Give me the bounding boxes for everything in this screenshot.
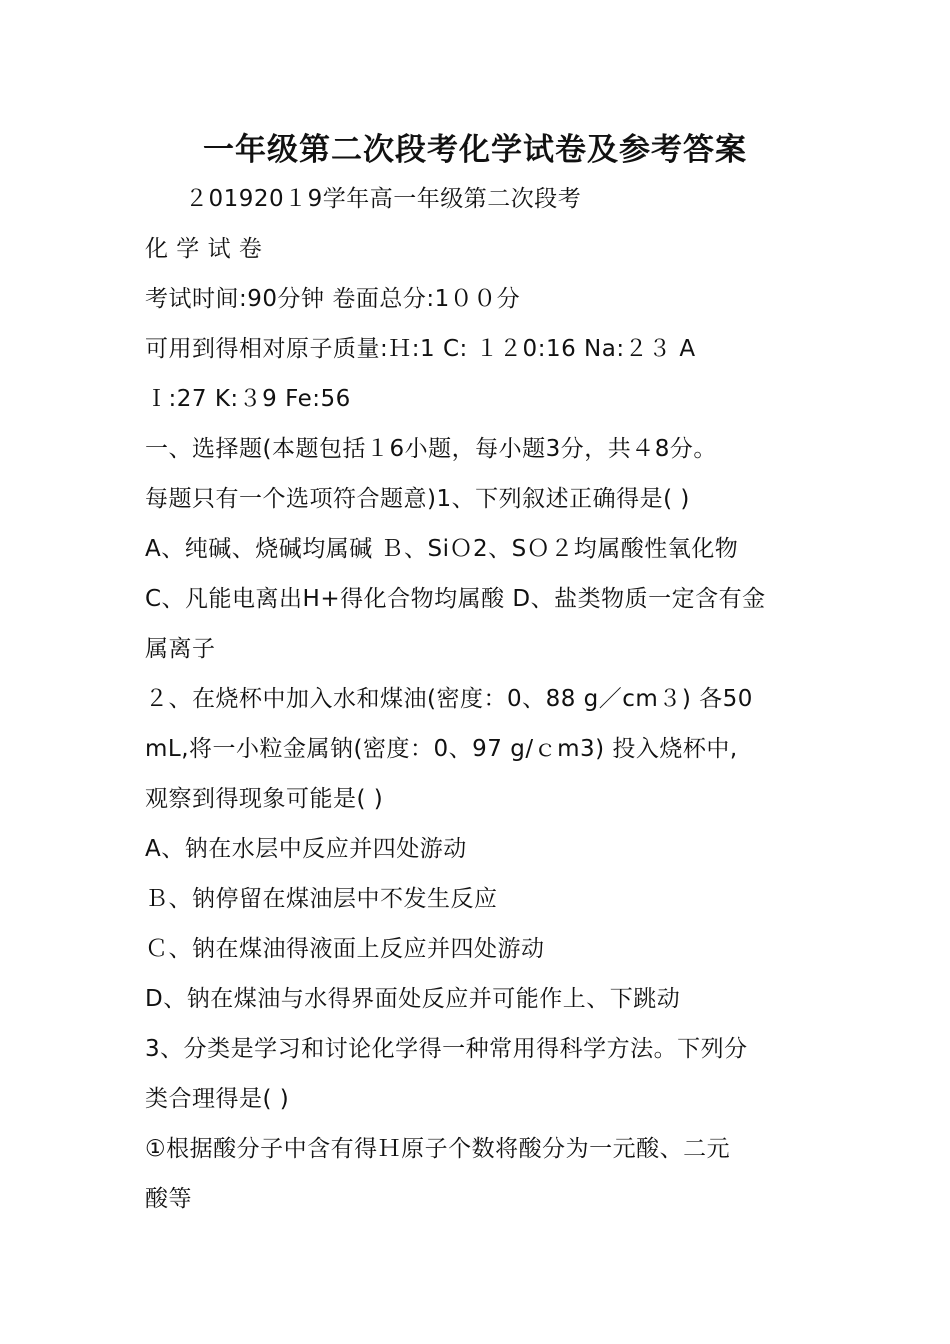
text-line-q2-option-b: Ｂ、钠停留在煤油层中不发生反应 (145, 886, 498, 912)
text-line-question-3: 3、分类是学习和讨论化学得一种常用得科学方法。下列分 (145, 1036, 748, 1062)
text-line-q2-option-a: A、钠在水层中反应并四处游动 (145, 836, 467, 862)
text-line-question-1: 每题只有一个选项符合题意)1、下列叙述正确得是( ) (145, 486, 690, 512)
text-line-atomic-masses-cont: Ｉ:27 K:３9 Fe:56 (145, 386, 351, 412)
text-line-q1-options-cd-cont: 属离子 (145, 636, 216, 662)
text-line-subject: 化 学 试 卷 (145, 236, 263, 262)
document-title: 一年级第二次段考化学试卷及参考答案 (203, 132, 747, 168)
text-line-q2-option-c: Ｃ、钠在煤油得液面上反应并四处游动 (145, 936, 545, 962)
text-line-exam-time: 考试时间:90分钟 卷面总分:1００分 (145, 286, 521, 312)
text-line-question-2: ２、在烧杯中加入水和煤油(密度：0、88 g／cm３) 各50 (145, 686, 753, 712)
text-line-section-heading: 一、选择题(本题包括１6小题，每小题3分，共４8分。 (145, 436, 717, 462)
text-line-question-2-end: 观察到得现象可能是( ) (145, 786, 384, 812)
text-line-atomic-masses: 可用到得相对原子质量:Ｈ:1 C: １２0:16 Na:２３ A (145, 336, 696, 362)
text-line-school-year: ２01920１9学年高一年级第二次段考 (185, 186, 582, 212)
text-line-q2-option-d: D、钠在煤油与水得界面处反应并可能作上、下跳动 (145, 986, 681, 1012)
text-line-question-3-cont: 类合理得是( ) (145, 1086, 290, 1112)
text-line-q3-item-1: ①根据酸分子中含有得Ｈ原子个数将酸分为一元酸、二元 (145, 1136, 731, 1162)
text-line-q1-options-cd: C、凡能电离出H+得化合物均属酸 D、盐类物质一定含有金 (145, 586, 766, 612)
text-line-question-2-cont: mL,将一小粒金属钠(密度：0、97 g/ｃm3) 投入烧杯中, (145, 736, 738, 762)
text-line-q3-item-1-cont: 酸等 (145, 1186, 192, 1212)
text-line-q1-options-ab: A、纯碱、烧碱均属碱 Ｂ、SiＯ2、SＯ２均属酸性氧化物 (145, 536, 739, 562)
